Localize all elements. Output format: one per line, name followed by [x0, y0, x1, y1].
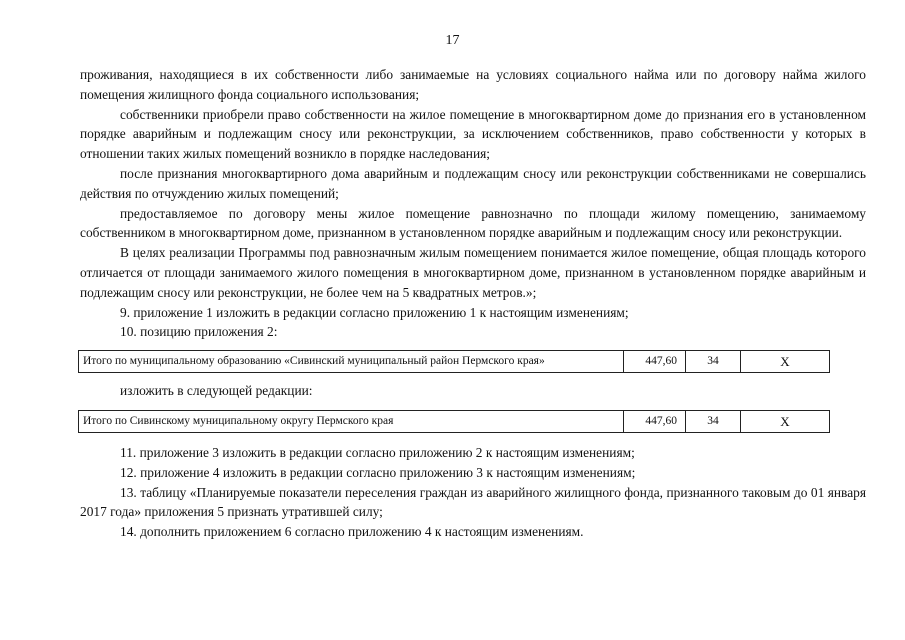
- paragraph: 9. приложение 1 изложить в редакции согласно приложению 1 к настоящим изменениям;: [120, 304, 629, 320]
- table-cell-area: 447,60: [624, 410, 686, 432]
- document-body: [80, 65, 866, 542]
- paragraph: предоставляемое по договору мены жилое помещение равнозначно по площади жилому помещению, занимаемому собственником в многоквартирном доме, признанном в установленном порядке аварийным и подлежащим сносу или реконструкции.: [80, 205, 866, 241]
- table-cell-mark: Х: [741, 351, 830, 373]
- paragraph: 10. позицию приложения 2:: [120, 324, 278, 340]
- paragraph: 13. таблицу «Планируемые показатели переселения граждан из аварийного жилищного фонда, признанного таковым до 01 января 2017 года» приложения 5 признать утратившей силу;: [80, 484, 866, 520]
- table-cell-name: Итого по Сивинскому муниципальному округу Пермского края: [79, 410, 624, 432]
- paragraph: после признания многоквартирного дома аварийным и подлежащим сносу или реконструкции собственниками не совершались действия по отчуждению жилых помещений;: [80, 165, 866, 201]
- paragraph: 11. приложение 3 изложить в редакции согласно приложению 2 к настоящим изменениям;: [120, 444, 635, 460]
- old-position-table-wrap: [80, 350, 866, 373]
- table-cell-count: 34: [686, 351, 741, 373]
- table-row: [79, 410, 830, 432]
- paragraph: собственники приобрели право собственности на жилое помещение в многоквартирном доме до признания его в установленном порядке аварийным и подлежащим сносу или реконструкции, за исключением собственников, право собственности у которых в отношении таких жилых помещений возникло в порядке наследования;: [80, 106, 866, 162]
- paragraph: проживания, находящиеся в их собственности либо занимаемые на условиях социального найма или по договору найма жилого помещения жилищного фонда социального использования;: [80, 67, 866, 102]
- paragraph: 12. приложение 4 изложить в редакции согласно приложению 3 к настоящим изменениям;: [120, 464, 636, 480]
- table-row: [79, 351, 830, 373]
- new-position-table: [78, 410, 830, 433]
- table-cell-count: 34: [686, 410, 741, 432]
- paragraph: изложить в следующей редакции:: [120, 383, 313, 399]
- page-number: 17: [445, 33, 460, 48]
- paragraph: В целях реализации Программы под равнозначным жилым помещением понимается жилое помещение, общая площадь которого отличается от площади занимаемого жилого помещения в многоквартирном доме, признанном в установленном порядке аварийным и подлежащим сносу или реконструкции, не более чем на 5 квадратных метров.»;: [80, 245, 866, 300]
- new-position-table-wrap: [80, 410, 866, 433]
- table-cell-name: Итого по муниципальному образованию «Сивинский муниципальный район Пермского края»: [79, 351, 624, 373]
- table-cell-mark: Х: [741, 410, 830, 432]
- table-cell-area: 447,60: [624, 351, 686, 373]
- old-position-table: [78, 350, 830, 373]
- paragraph: 14. дополнить приложением 6 согласно приложению 4 к настоящим изменениям.: [120, 524, 584, 540]
